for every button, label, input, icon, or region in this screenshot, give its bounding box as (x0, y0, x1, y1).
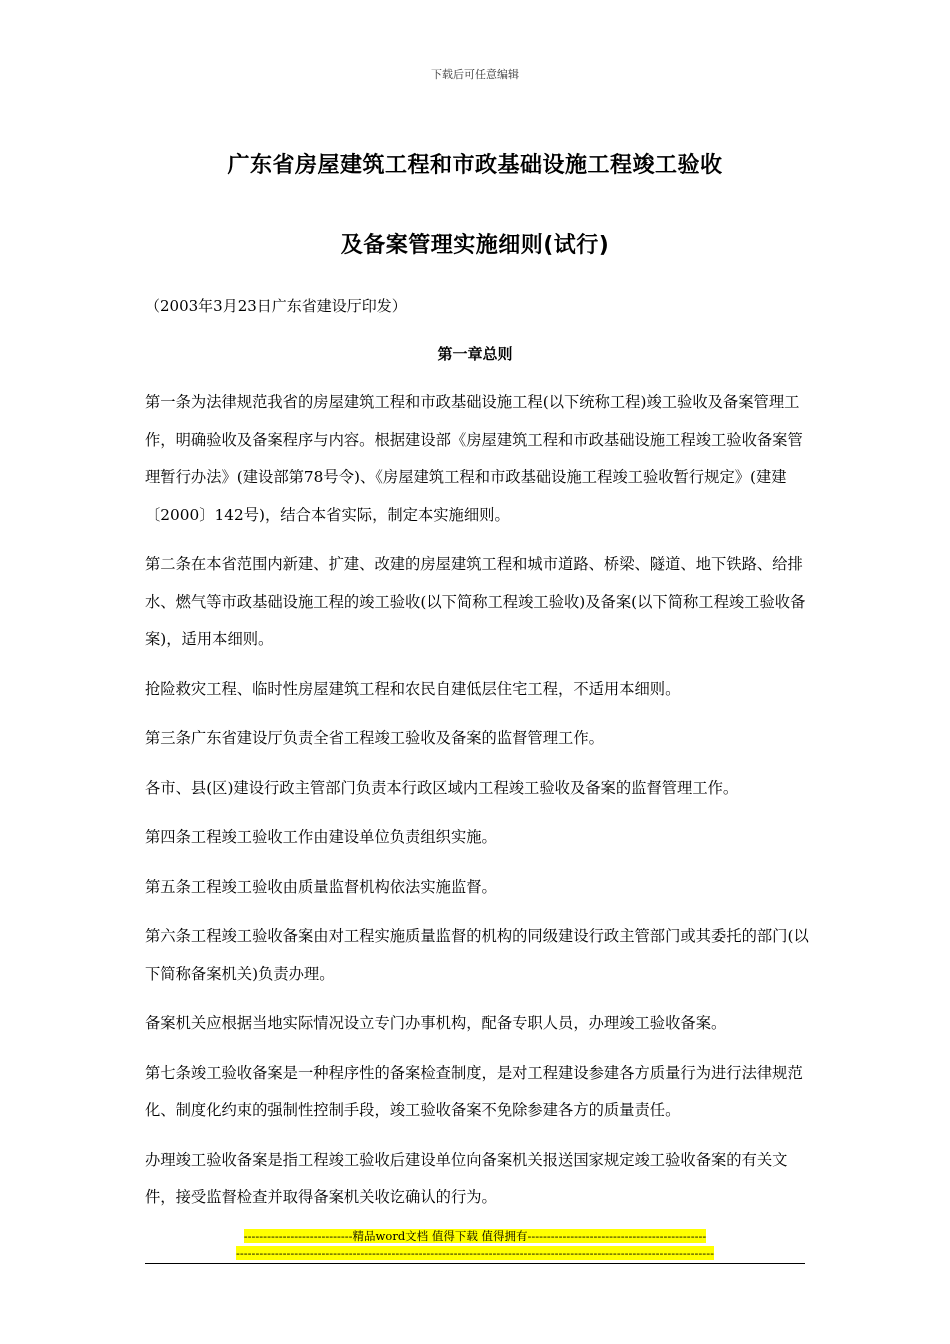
article-7-definition-paragraph: 办理竣工验收备案是指工程竣工验收后建设单位向备案机关报送国家规定竣工验收备案的有关文件，接受监督检查并取得备案机关收讫确认的行为。 (145, 1150, 788, 1206)
article-3-local-paragraph: 各市、县(区)建设行政主管部门负责本行政区域内工程竣工验收及备案的监督管理工作。 (145, 778, 739, 797)
document-title-line-2: 及备案管理实施细则(试行) (340, 233, 610, 258)
issue-date-line: （2003年3月23日广东省建设厅印发） (145, 297, 407, 315)
footer-rule (145, 1263, 805, 1264)
chapter-heading: 第一章总则 (437, 345, 513, 363)
article-6-staffing-paragraph: 备案机关应根据当地实际情况设立专门办事机构，配备专职人员，办理竣工验收备案。 (145, 1014, 727, 1032)
article-4-paragraph: 第四条工程竣工验收工作由建设单位负责组织实施。 (145, 828, 497, 846)
document-title-line-1: 广东省房屋建筑工程和市政基础设施工程竣工验收 (227, 153, 723, 178)
footer-banner-text: ----------------------------精品word文档 值得下载 值得拥有---------------------------------------------- (243, 1229, 707, 1243)
article-2-exception-paragraph: 抢险救灾工程、临时性房屋建筑工程和农民自建低层住宅工程，不适用本细则。 (145, 679, 681, 698)
footer-banner-line-1 (0, 1228, 950, 1244)
article-5-paragraph: 第五条工程竣工验收由质量监督机构依法实施监督。 (145, 877, 497, 896)
article-1-paragraph: 第一条为法律规范我省的房屋建筑工程和市政基础设施工程(以下统称工程)竣工验收及备案管理工作，明确验收及备案程序与内容。根据建设部《房屋建筑工程和市政基础设施工程竣工验收备案管理暂行办法》(建设部第78号令)、《房屋建筑工程和市政基础设施工程竣工验收暂行规定》(建建〔2000〕142号)，结合本省实际，制定本实施细则。 (145, 393, 803, 524)
header-note: 下载后可任意编辑 (431, 68, 519, 81)
document-body (145, 384, 810, 1229)
footer-dash-line: --------------------------------------------------------------------------------------------------------------------------- (236, 1246, 714, 1260)
article-6-paragraph: 第六条工程竣工验收备案由对工程实施质量监督的机构的同级建设行政主管部门或其委托的部门(以下简称备案机关)负责办理。 (145, 927, 809, 983)
footer-banner-line-2 (0, 1245, 950, 1261)
article-2-paragraph: 第二条在本省范围内新建、扩建、改建的房屋建筑工程和城市道路、桥梁、隧道、地下铁路、给排水、燃气等市政基础设施工程的竣工验收(以下简称工程竣工验收)及备案(以下简称工程竣工验收备案)，适用本细则。 (145, 555, 806, 648)
article-3-paragraph: 第三条广东省建设厅负责全省工程竣工验收及备案的监督管理工作。 (145, 729, 604, 747)
article-7-paragraph: 第七条竣工验收备案是一种程序性的备案检查制度，是对工程建设参建各方质量行为进行法律规范化、制度化约束的强制性控制手段，竣工验收备案不免除参建各方的质量责任。 (145, 1063, 803, 1119)
